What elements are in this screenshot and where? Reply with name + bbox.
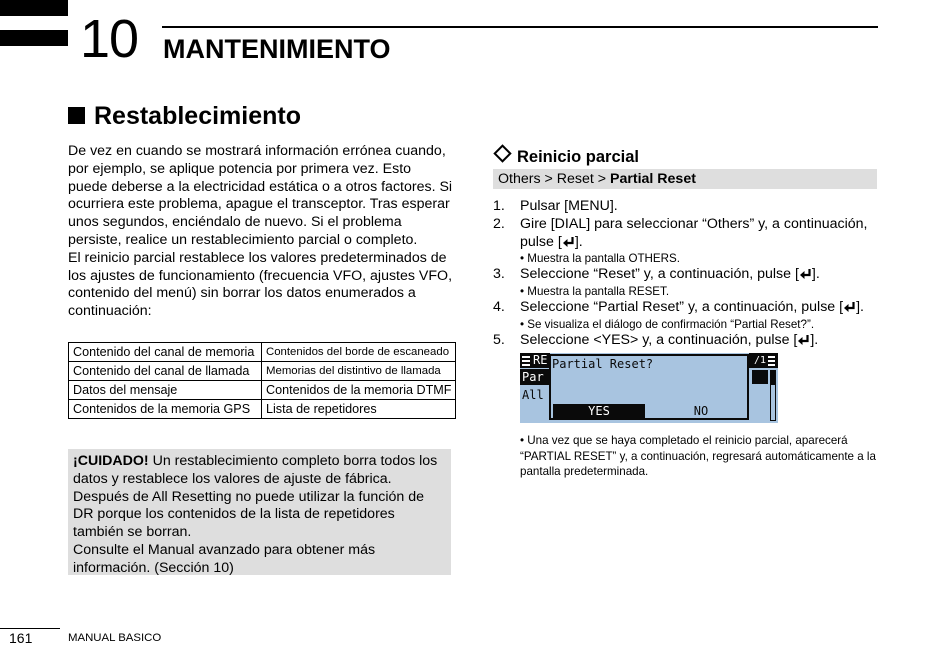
table-row <box>69 362 456 381</box>
table-cell: Contenidos del borde de escaneado <box>262 343 456 362</box>
step-item <box>493 332 888 350</box>
step-text-end: ]. <box>811 266 820 283</box>
lcd-list-icon <box>768 356 775 366</box>
step-text: Seleccione “Reset” y, a continuación, pulse [ <box>520 266 799 283</box>
enter-key-icon <box>797 334 810 346</box>
subsection-title-text: Reinicio parcial <box>517 148 639 166</box>
page-number: 161 <box>9 630 33 646</box>
table-cell: Contenido del canal de memoria <box>69 343 262 362</box>
header-rule <box>162 26 878 28</box>
step-item <box>493 266 888 299</box>
paragraph-1: De vez en cuando se mostrará información errónea cuando, por ejemplo, se aplique potencia por primera vez. Esto puede deberse a la electricidad estática o a otros factores. Si ocurriera este problema, apague el transceptor. Tras esperar unos segundos, enciéndalo de nuevo. Si el problema persiste, realice un restablecimiento parcial o completo. <box>68 143 453 248</box>
lcd-scrollbar <box>770 370 776 421</box>
section-body <box>68 143 453 321</box>
step-item <box>493 216 888 267</box>
menu-path-prefix: Others > Reset > <box>498 171 610 187</box>
step-text-end: ]. <box>856 299 864 316</box>
step-number: 1. <box>493 198 505 214</box>
step-number: 5. <box>493 331 505 348</box>
lcd-menu-icon <box>522 356 530 366</box>
caution-text <box>73 453 446 542</box>
completion-note: • Una vez que se haya completado el reinicio parcial, aparecerá “PARTIAL RESET” y, a continuación, regresará automáticamente a la pantalla predeterminada. <box>520 434 876 479</box>
step-number: 4. <box>493 299 505 316</box>
table-cell: Contenido del canal de llamada <box>69 362 262 381</box>
chapter-number: 10 <box>80 9 139 69</box>
step-note: • Muestra la pantalla RESET. <box>520 285 670 299</box>
step-text-end: ]. <box>810 331 819 348</box>
square-bullet-icon <box>68 107 85 124</box>
footer-rule <box>0 628 60 629</box>
table-row <box>69 400 456 419</box>
table-cell: Contenidos de la memoria GPS <box>69 400 262 419</box>
manual-name: MANUAL BASICO <box>68 632 162 644</box>
table-cell: Memorias del distintivo de llamada <box>262 362 456 381</box>
enter-key-icon <box>562 236 575 248</box>
no-button[interactable]: NO <box>693 404 709 418</box>
caution-box <box>68 449 451 575</box>
lcd-right-block <box>752 370 768 384</box>
caution-reference: Consulte el Manual avanzado para obtener más información. (Sección 10) <box>73 541 376 576</box>
preserved-data-table <box>68 342 456 419</box>
header-bar-top <box>0 0 68 16</box>
step-note: • Se visualiza el diálogo de confirmación “Partial Reset?”. <box>520 317 815 331</box>
step-item <box>493 299 888 332</box>
lcd-title-text: RE <box>533 353 548 367</box>
dialog-title: Partial Reset? <box>552 357 654 371</box>
lcd-row-text: All <box>522 388 544 402</box>
caution-label: ¡CUIDADO! <box>73 453 149 469</box>
step-item <box>493 198 888 216</box>
chapter-title: MANTENIMIENTO <box>163 34 391 64</box>
table-row <box>69 381 456 400</box>
enter-key-icon <box>843 301 856 313</box>
table-cell: Datos del mensaje <box>69 381 262 400</box>
table-row <box>69 343 456 362</box>
step-text: Pulsar [MENU]. <box>520 198 618 214</box>
section-title <box>68 102 301 131</box>
table-cell: Lista de repetidores <box>262 400 456 419</box>
menu-path <box>493 169 877 189</box>
menu-path-target: Partial Reset <box>609 171 696 187</box>
caution-body: Un restablecimiento completo borra todos los datos y restablece los valores de ajuste de fábrica. Después de All Resetting no puede utilizar la función de DR porque los contenidos de la lista de repetidores también se borran. <box>73 453 438 541</box>
step-text: Seleccione <YES> y, a continuación, pulse [ <box>520 331 798 348</box>
partial-reset-dialog <box>549 354 749 420</box>
section-title-text: Restablecimiento <box>94 102 302 130</box>
lcd-selected-row-text: Par <box>522 370 544 384</box>
diamond-bullet-icon <box>493 144 511 162</box>
step-number: 3. <box>493 266 505 283</box>
table-cell: Contenidos de la memoria DTMF <box>262 381 456 400</box>
step-text: Gire [DIAL] para seleccionar “Others” y, a continuación, pulse [ <box>520 215 868 250</box>
enter-key-icon <box>799 268 812 280</box>
header-bar-bottom <box>0 30 68 46</box>
subsection-title <box>493 147 639 167</box>
lcd-screen <box>520 353 778 423</box>
step-note: • Muestra la pantalla OTHERS. <box>520 252 680 266</box>
step-number: 2. <box>493 215 505 232</box>
paragraph-2: El reinicio parcial restablece los valores predeterminados de los ajustes de funcionamiento (frecuencia VFO, ajustes VFO, contenido del menú) sin borrar los datos enumerados a continuación: <box>68 249 453 320</box>
lcd-page-indicator: /1 <box>754 355 767 366</box>
step-text-end: ]. <box>574 233 583 250</box>
step-text: Seleccione “Partial Reset” y, a continuación, pulse [ <box>520 299 844 316</box>
step-list <box>493 198 888 350</box>
yes-button[interactable]: YES <box>553 404 645 419</box>
